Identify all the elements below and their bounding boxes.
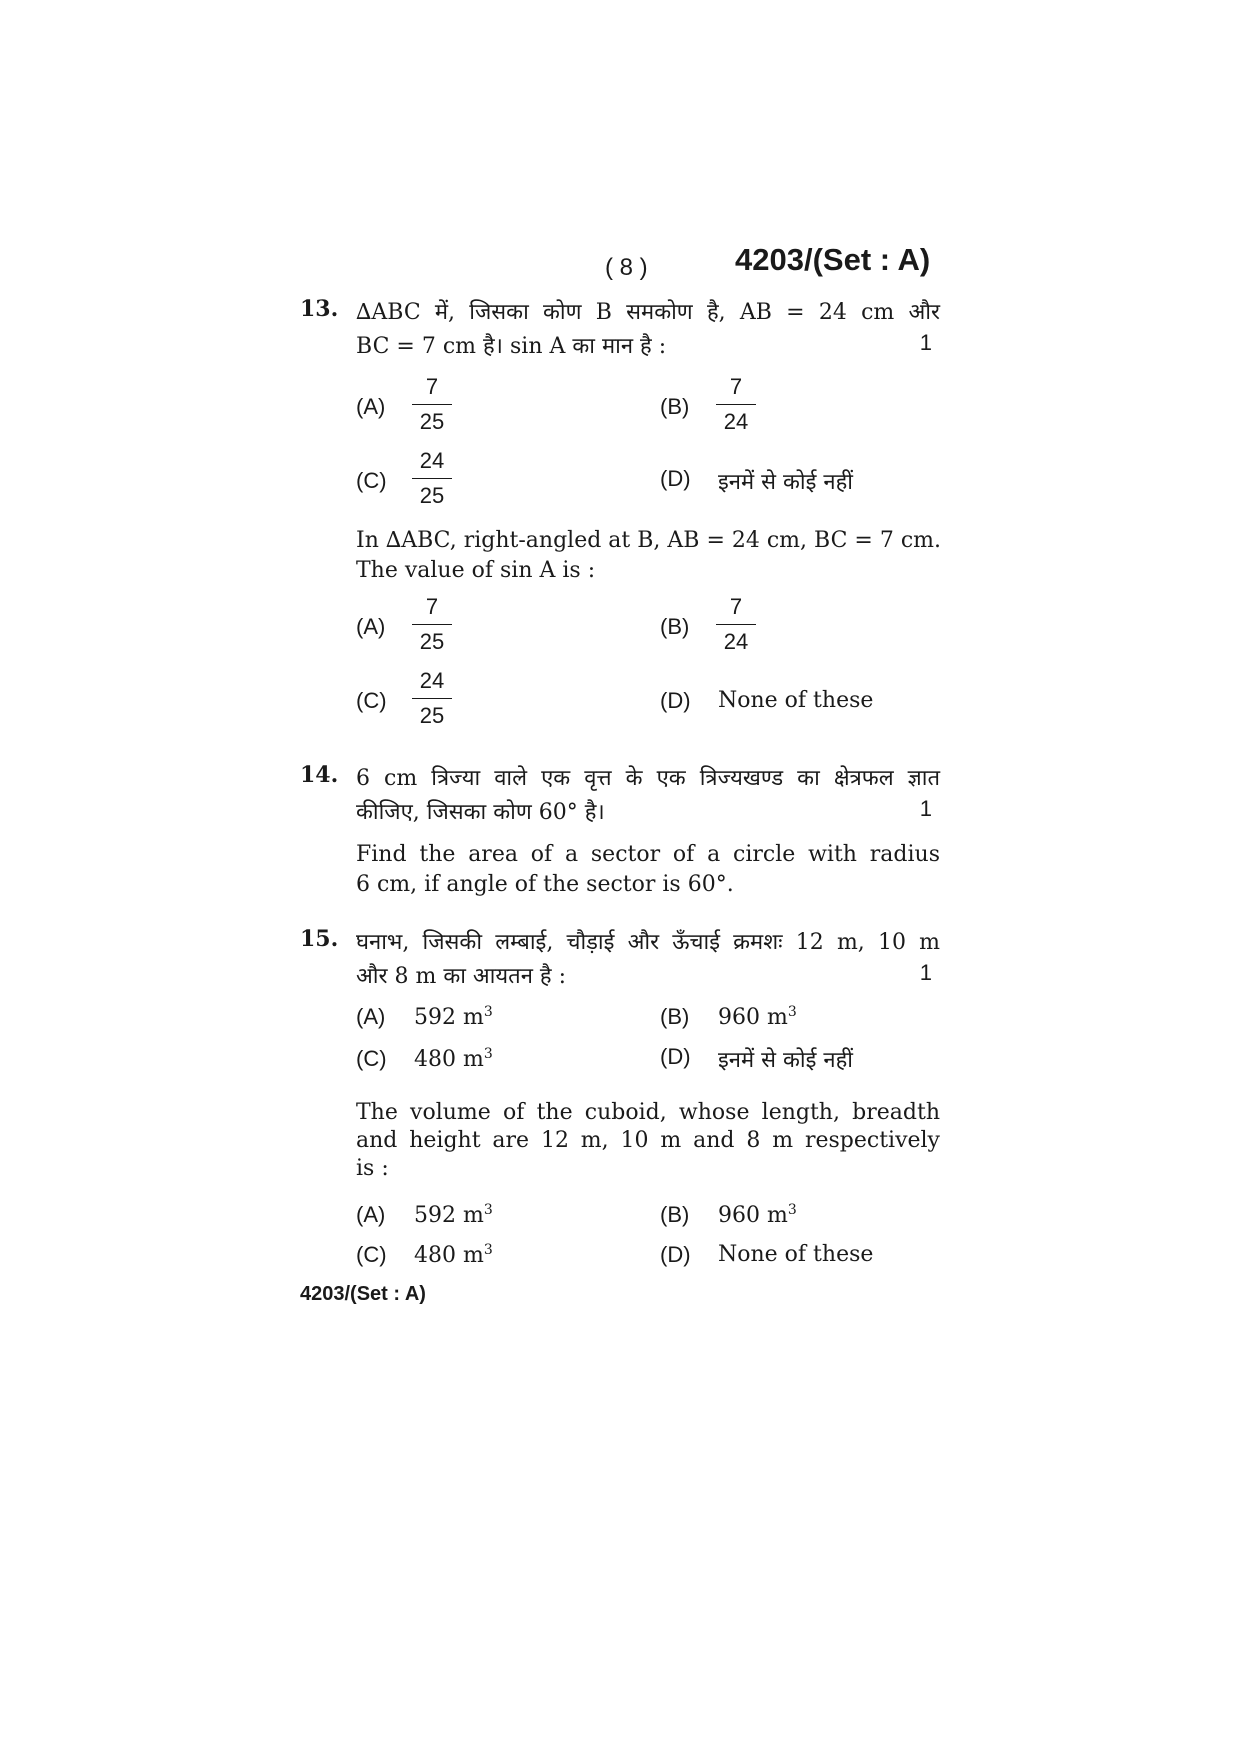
denominator: 25: [419, 409, 445, 434]
option-exponent: 3: [787, 1202, 797, 1218]
fraction-bar: [716, 624, 756, 625]
option-a-fraction: [412, 592, 452, 657]
option-label: (B): [660, 614, 690, 639]
question-english-line-1: The volume of the cuboid, whose length, breadth: [356, 1100, 940, 1125]
option-label: (A): [356, 614, 386, 639]
question-english-line-2: 6 cm, if angle of the sector is 60°.: [356, 872, 734, 897]
page-number: ( 8 ): [605, 254, 648, 281]
option-value: 960 m: [718, 1005, 788, 1030]
question-marks: 1: [919, 960, 932, 985]
question-english-line-2: and height are 12 m, 10 m and 8 m respectively: [356, 1128, 940, 1153]
option-label: (D): [660, 466, 691, 491]
question-hindi-line-1: 6 cm त्रिज्या वाले एक वृत्त के एक त्रिज्यखण्ड का क्षेत्रफल ज्ञात: [356, 766, 940, 791]
option-label: (A): [356, 1202, 386, 1227]
question-hindi-line-1: ∆ABC में, जिसका कोण B समकोण है, AB = 24 cm और: [356, 300, 940, 325]
option-label: (C): [356, 1046, 387, 1071]
denominator: 24: [723, 629, 749, 654]
option-text: [718, 1202, 797, 1228]
numerator: 7: [425, 594, 439, 619]
denominator: 25: [419, 483, 445, 508]
question-number: 13.: [300, 296, 339, 322]
option-text: [718, 1004, 797, 1030]
option-value: 592 m: [414, 1203, 484, 1228]
option-exponent: 3: [787, 1004, 797, 1020]
header-set-code: 4203/(Set : A): [735, 242, 931, 277]
question-hindi-line-1: घनाभ, जिसकी लम्बाई, चौड़ाई और ऊँचाई क्रमशः 12 m, 10 m: [356, 930, 940, 955]
option-a-fraction: [412, 372, 452, 437]
option-value: 480 m: [414, 1047, 484, 1072]
question-marks: 1: [919, 330, 932, 355]
question-number: 15.: [300, 926, 339, 952]
option-text: इनमें से कोई नहीं: [718, 470, 854, 495]
option-c-fraction: [412, 446, 452, 511]
option-value: 960 m: [718, 1203, 788, 1228]
option-value: 480 m: [414, 1243, 484, 1268]
option-text: [414, 1004, 493, 1030]
option-label: (C): [356, 1242, 387, 1267]
fraction-bar: [412, 478, 452, 479]
option-label: (B): [660, 1004, 690, 1029]
option-value: 592 m: [414, 1005, 484, 1030]
option-label: (D): [660, 1242, 691, 1267]
option-text: None of these: [718, 1242, 874, 1267]
option-exponent: 3: [483, 1046, 493, 1062]
question-hindi-line-2: और 8 m का आयतन है :: [356, 964, 567, 989]
question-english-line-2: The value of sin A is :: [356, 558, 596, 583]
option-text: None of these: [718, 688, 874, 713]
question-english-line-1: Find the area of a sector of a circle with radius: [356, 842, 940, 867]
numerator: 7: [729, 594, 743, 619]
option-text: [414, 1242, 493, 1268]
denominator: 25: [419, 703, 445, 728]
question-marks: 1: [919, 796, 932, 821]
fraction-bar: [412, 698, 452, 699]
numerator: 7: [425, 374, 439, 399]
option-label: (B): [660, 394, 690, 419]
option-label: (C): [356, 468, 387, 493]
question-number: 14.: [300, 762, 339, 788]
option-label: (C): [356, 688, 387, 713]
option-c-fraction: [412, 666, 452, 731]
option-label: (A): [356, 394, 386, 419]
option-label: (A): [356, 1004, 386, 1029]
option-text: [414, 1202, 493, 1228]
option-text: [414, 1046, 493, 1072]
numerator: 7: [729, 374, 743, 399]
denominator: 25: [419, 629, 445, 654]
option-label: (D): [660, 688, 691, 713]
option-exponent: 3: [483, 1202, 493, 1218]
fraction-bar: [716, 404, 756, 405]
option-exponent: 3: [483, 1242, 493, 1258]
question-english-line-1: In ∆ABC, right-angled at B, AB = 24 cm, BC = 7 cm.: [356, 528, 942, 553]
question-english-line-3: is :: [356, 1156, 389, 1181]
fraction-bar: [412, 404, 452, 405]
option-exponent: 3: [483, 1004, 493, 1020]
option-b-fraction: [716, 592, 756, 657]
footer-set-code: 4203/(Set : A): [300, 1283, 426, 1305]
fraction-bar: [412, 624, 452, 625]
option-b-fraction: [716, 372, 756, 437]
option-text: इनमें से कोई नहीं: [718, 1048, 854, 1073]
numerator: 24: [419, 448, 445, 473]
option-label: (D): [660, 1044, 691, 1069]
denominator: 24: [723, 409, 749, 434]
numerator: 24: [419, 668, 445, 693]
option-label: (B): [660, 1202, 690, 1227]
page-header: [0, 242, 1240, 292]
question-hindi-line-2: BC = 7 cm है। sin A का मान है :: [356, 334, 667, 359]
question-hindi-line-2: कीजिए, जिसका कोण 60° है।: [356, 800, 605, 825]
